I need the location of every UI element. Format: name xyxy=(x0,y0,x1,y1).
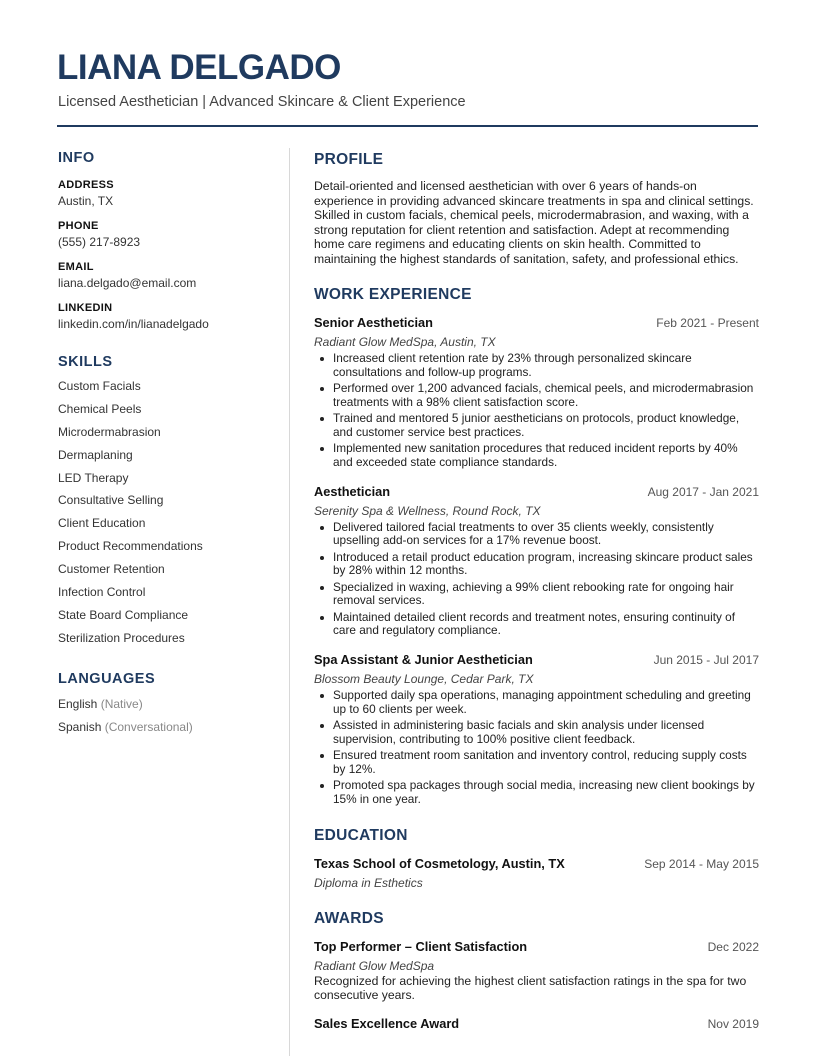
info-label: PHONE xyxy=(58,220,99,232)
language-level: (Conversational) xyxy=(104,719,193,734)
job-entry xyxy=(314,315,759,470)
skills-list xyxy=(58,378,278,653)
skill-item: State Board Compliance xyxy=(58,607,189,622)
skill-item: Infection Control xyxy=(58,585,146,600)
info-address xyxy=(58,179,278,208)
skill-item: Microdermabrasion xyxy=(58,424,161,439)
skill-item: Customer Retention xyxy=(58,562,165,577)
languages-heading: LANGUAGES xyxy=(58,670,156,687)
bullet-item: Specialized in waxing, achieving a 99% client rebooking rate for ongoing hair removal services. xyxy=(314,581,759,609)
school-name: Texas School of Cosmetology, Austin, TX xyxy=(314,855,565,871)
job-entry xyxy=(314,652,759,807)
award-entry xyxy=(314,939,759,1002)
candidate-name: LIANA DELGADO xyxy=(57,48,341,87)
job-org: Radiant Glow MedSpa, Austin, TX xyxy=(314,335,496,349)
skill-item: Custom Facials xyxy=(58,379,141,393)
job-bullets xyxy=(314,521,759,639)
bullet-item: Performed over 1,200 advanced facials, chemical peels, and microdermabrasion treatments with a 98% client satisfaction score. xyxy=(314,382,759,410)
info-phone xyxy=(58,220,278,249)
award-title: Top Performer – Client Satisfaction xyxy=(314,938,528,954)
job-date: Aug 2017 - Jan 2021 xyxy=(647,484,759,499)
experience-section xyxy=(314,286,759,807)
header-divider xyxy=(57,125,758,127)
job-title: Senior Aesthetician xyxy=(314,315,433,330)
language-name: English xyxy=(58,696,98,711)
skill-item: Client Education xyxy=(58,516,146,531)
skill-item: Consultative Selling xyxy=(58,493,164,508)
award-org: Radiant Glow MedSpa xyxy=(314,958,435,973)
profile-heading: PROFILE xyxy=(314,151,384,168)
job-bullets xyxy=(314,689,759,807)
awards-section xyxy=(314,910,759,1031)
skill-item: Dermaplaning xyxy=(58,447,133,462)
job-org: Blossom Beauty Lounge, Cedar Park, TX xyxy=(314,672,534,687)
language-name: Spanish xyxy=(58,719,102,734)
language-item xyxy=(58,719,278,742)
education-heading: EDUCATION xyxy=(314,826,408,844)
info-label: ADDRESS xyxy=(58,179,114,191)
skill-item: Product Recommendations xyxy=(58,539,203,554)
experience-heading: WORK EXPERIENCE xyxy=(314,286,472,303)
bullet-item: Promoted spa packages through social media, increasing new client bookings by 15% in one year. xyxy=(314,779,759,807)
language-item xyxy=(58,696,278,719)
award-entry xyxy=(314,1016,759,1031)
degree: Diploma in Esthetics xyxy=(314,875,423,890)
left-column xyxy=(58,150,278,742)
right-column xyxy=(314,151,759,1031)
info-label: EMAIL xyxy=(58,261,94,273)
email-link[interactable]: liana.delgado@email.com xyxy=(58,276,197,290)
skills-heading: SKILLS xyxy=(58,354,113,370)
candidate-tagline: Licensed Aesthetician | Advanced Skincare & Client Experience xyxy=(58,94,466,110)
job-date: Feb 2021 - Present xyxy=(656,316,759,330)
education-section xyxy=(314,827,759,890)
award-title: Sales Excellence Award xyxy=(314,1015,460,1031)
bullet-item: Trained and mentored 5 junior aestheticians on protocols, product knowledge, and customer service best practices. xyxy=(314,412,759,440)
education-entry xyxy=(314,856,759,890)
language-level: (Native) xyxy=(100,696,143,711)
phone-value[interactable]: (555) 217-8923 xyxy=(58,235,141,249)
job-date: Jun 2015 - Jul 2017 xyxy=(653,653,759,668)
info-linkedin xyxy=(58,302,278,331)
column-divider xyxy=(289,148,290,1056)
skill-item: Chemical Peels xyxy=(58,401,142,416)
job-title: Spa Assistant & Junior Aesthetician xyxy=(314,652,533,668)
skill-item: LED Therapy xyxy=(58,470,129,485)
info-heading: INFO xyxy=(58,150,95,166)
languages-list xyxy=(58,696,278,742)
bullet-item: Ensured treatment room sanitation and inventory control, reducing supply costs by 12%. xyxy=(314,749,759,777)
awards-heading: AWARDS xyxy=(314,909,384,927)
bullet-item: Delivered tailored facial treatments to over 35 clients weekly, consistently upselling add-on services for a 17% revenue boost. xyxy=(314,521,759,549)
job-title: Aesthetician xyxy=(314,483,391,499)
skill-item: Sterilization Procedures xyxy=(58,630,185,645)
bullet-item: Implemented new sanitation procedures that reduced incident reports by 40% and exceeded state compliance standards. xyxy=(314,442,759,470)
bullet-item: Introduced a retail product education program, increasing skincare product sales by 28% within 12 months. xyxy=(314,551,759,579)
profile-summary: Detail-oriented and licensed aesthetician with over 6 years of hands-on experience in providing advanced skincare treatments in spa and clinical settings. Skilled in custom facials, chemical peels, microdermabrasion, and waxing, with a strong reputation for client retention and satisfaction. Adept at recommending home care regimens and educating clients on skin health. Committed to maintaining the highest standards of sanitation, safety, and professional ethics. xyxy=(314,179,754,266)
award-description: Recognized for achieving the highest client satisfaction ratings in the spa for two consecutive years. xyxy=(314,973,747,1002)
education-date: Sep 2014 - May 2015 xyxy=(644,856,759,871)
bullet-item: Maintained detailed client records and treatment notes, ensuring continuity of care and regulatory compliance. xyxy=(314,611,759,639)
bullet-item: Supported daily spa operations, managing appointment scheduling and greeting up to 60 clients per week. xyxy=(314,689,759,717)
address-value: Austin, TX xyxy=(58,194,114,208)
info-label: LINKEDIN xyxy=(58,302,113,314)
info-email xyxy=(58,261,278,290)
award-date: Nov 2019 xyxy=(707,1016,759,1031)
award-date: Dec 2022 xyxy=(707,939,759,954)
job-bullets xyxy=(314,352,759,470)
linkedin-link[interactable]: linkedin.com/in/lianadelgado xyxy=(58,317,209,331)
bullet-item: Increased client retention rate by 23% through personalized skincare consultations and follow-up programs. xyxy=(314,352,759,380)
job-entry xyxy=(314,484,759,639)
job-org: Serenity Spa & Wellness, Round Rock, TX xyxy=(314,503,541,518)
bullet-item: Assisted in administering basic facials and skin analysis under licensed supervision, contributing to 100% positive client feedback. xyxy=(314,719,759,747)
